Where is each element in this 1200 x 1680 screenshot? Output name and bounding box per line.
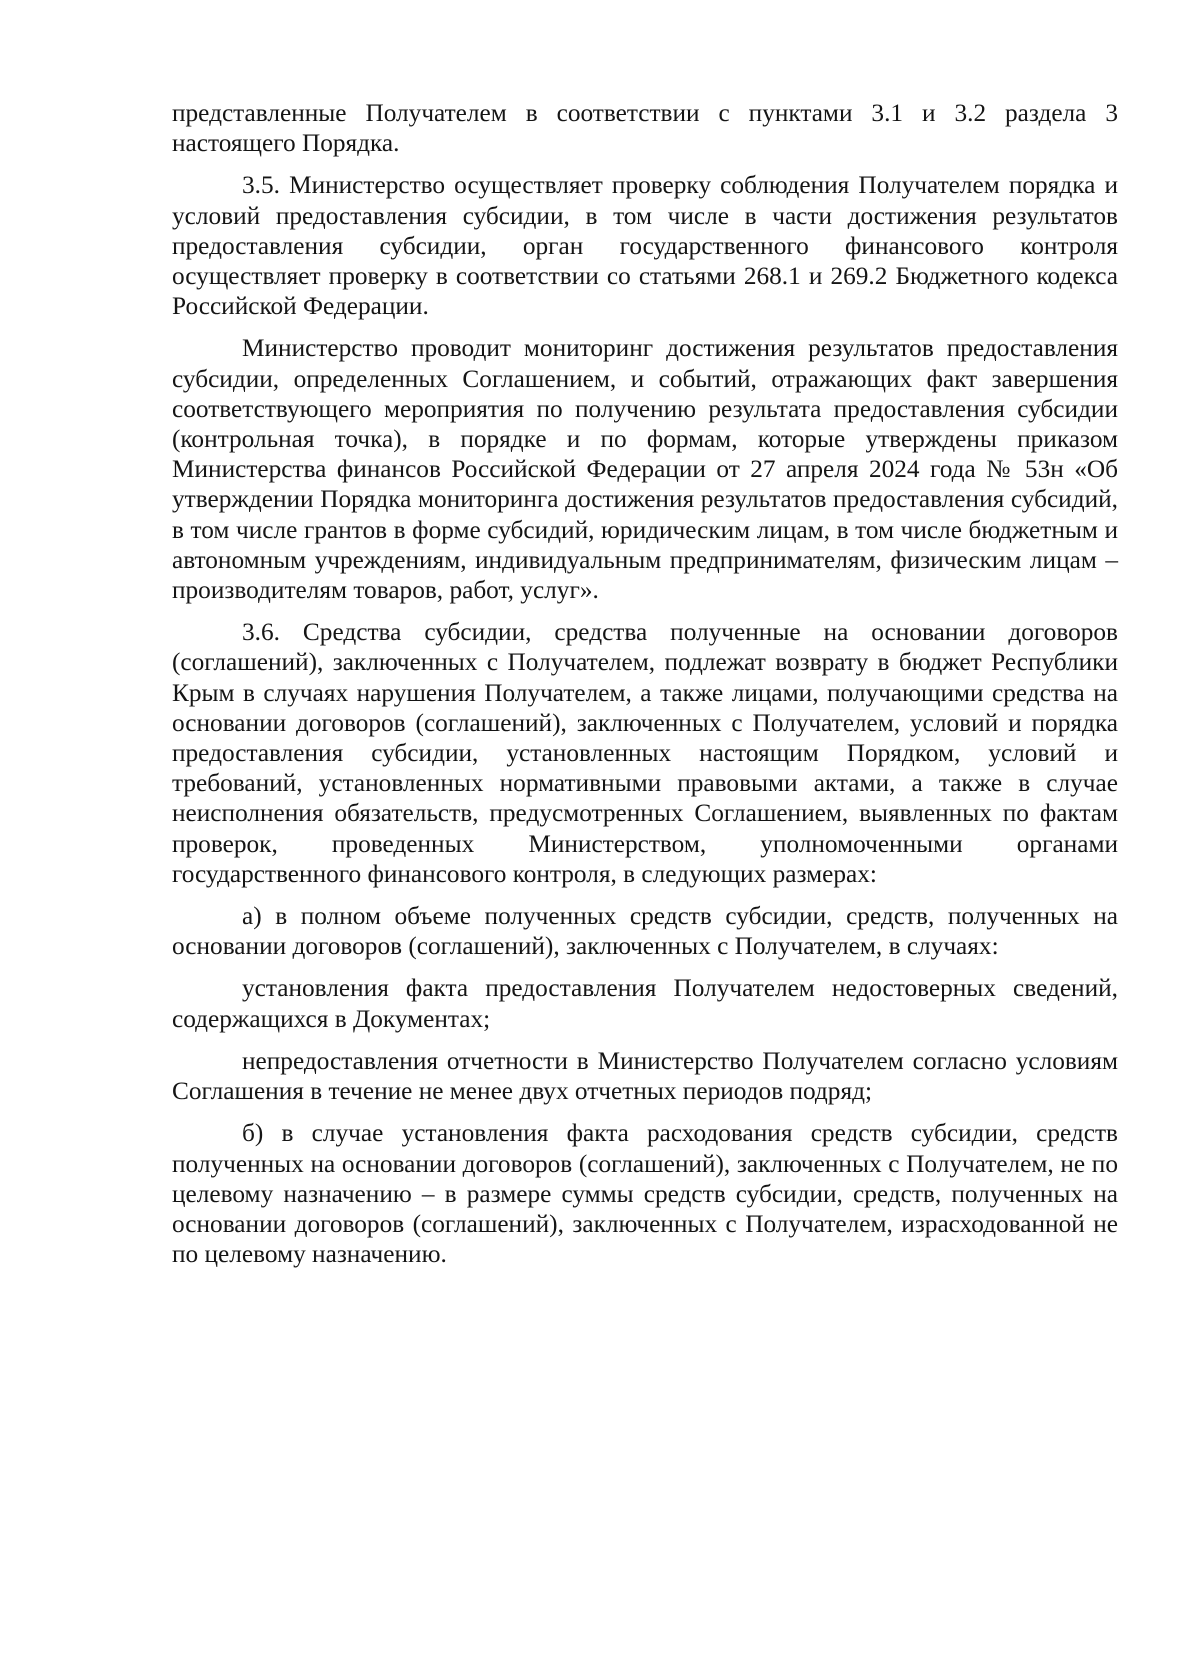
paragraph-false-information: установления факта предоставления Получателем недостоверных сведений, содержащихся в Документах; xyxy=(172,974,1118,1033)
paragraph-no-reporting: непредоставления отчетности в Министерство Получателем согласно условиям Соглашения в течение не менее двух отчетных периодов подряд; xyxy=(172,1046,1118,1106)
paragraph-item-b: б) в случае установления факта расходования средств субсидии, средств полученных на основании договоров (соглашений), заключенных с Получателем, не по целевому назначению – в размере суммы средств субсидии, средств, полученных на основании договоров (соглашений), заключенных с Получателем, израсходованной не по целевому назначению. xyxy=(172,1119,1118,1269)
paragraph-item-a: а) в полном объеме полученных средств субсидии, средств, полученных на основании договоров (соглашений), заключенных с Получателем, в случаях: xyxy=(172,902,1118,961)
paragraph-3-5: 3.5. Министерство осуществляет проверку соблюдения Получателем порядка и условий предоставления субсидии, в том числе в части достижения результатов предоставления субсидии, орган государственного финансового контроля осуществляет проверку в соответствии со статьями 268.1 и 269.2 Бюджетного кодекса Российской Федерации. xyxy=(172,171,1118,321)
paragraph-monitoring: Министерство проводит мониторинг достижения результатов предоставления субсидии, определенных Соглашением, и событий, отражающих факт завершения соответствующего мероприятия по получению результата предоставления субсидии (контрольная точка), в порядке и по формам, которые утверждены приказом Министерства финансов Российской Федерации от 27 апреля 2024 года № 53н «Об утверждении Порядка мониторинга достижения результатов предоставления субсидий, в том числе грантов в форме субсидий, юридическим лицам, в том числе бюджетным и автономным учреждениям, индивидуальным предпринимателям, физическим лицам – производителям товаров, работ, услуг». xyxy=(172,334,1118,605)
paragraph-3-6: 3.6. Средства субсидии, средства полученные на основании договоров (соглашений), заключенных с Получателем, подлежат возврату в бюджет Республики Крым в случаях нарушения Получателем, а также лицами, получающими средства на основании договоров (соглашений), заключенных с Получателем, условий и порядка предоставления субсидии, установленных настоящим Порядком, условий и требований, установленных нормативными правовыми актами, а также в случае неисполнения обязательств, предусмотренных Соглашением, выявленных по фактам проверок, проведенных Министерством, уполномоченными органами государственного финансового контроля, в следующих размерах: xyxy=(172,618,1118,888)
paragraph-continuation: представленные Получателем в соответствии с пунктами 3.1 и 3.2 раздела 3 настоящего Порядка. xyxy=(172,99,1118,158)
document-body xyxy=(172,98,1118,1269)
